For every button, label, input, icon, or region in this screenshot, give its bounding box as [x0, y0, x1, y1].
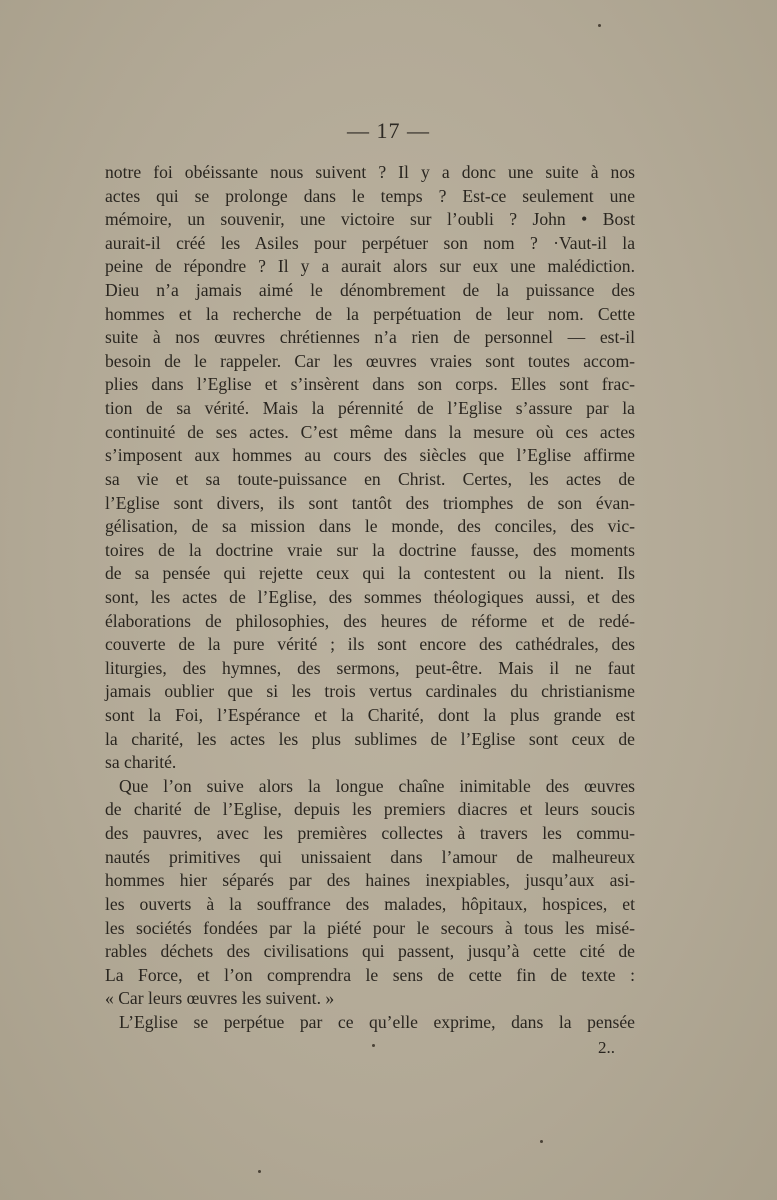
text-line: jamais oublier que si les trois vertus cardinales du christianisme	[105, 681, 635, 702]
text-line: nautés primitives qui unissaient dans l’amour de malheureux	[105, 846, 635, 867]
signature-mark: 2..	[598, 1038, 615, 1057]
text-line: rables déchets des civilisations qui passent, jusqu’à cette cité de	[105, 941, 635, 962]
paper-speck	[540, 1140, 543, 1143]
text-line: Dieu n’a jamais aimé le dénombrement de la puissance des	[105, 280, 635, 301]
text-line: gélisation, de sa mission dans le monde, des conciles, des vic-	[105, 516, 635, 537]
text-line: sa charité.	[105, 752, 177, 773]
text-line: liturgies, des hymnes, des sermons, peut-être. Mais il ne faut	[105, 657, 635, 678]
text-line: élaborations de philosophies, des heures de réforme et de redé-	[105, 610, 635, 631]
text-line: notre foi obéissante nous suivent ? Il y a donc une suite à nos	[105, 162, 635, 182]
text-line: peine de répondre ? Il y a aurait alors sur eux une malédiction.	[105, 256, 635, 277]
text-line: continuité de ses actes. C’est même dans la mesure où ces actes	[105, 421, 635, 442]
text-line: hommes hier séparés par des haines inexpiables, jusqu’aux asi-	[105, 870, 635, 891]
paper-speck	[372, 1044, 375, 1047]
text-line: les ouverts à la souffrance des malades, hôpitaux, hospices, et	[105, 893, 635, 914]
text-line: des pauvres, avec les premières collectes à travers les commu-	[105, 823, 635, 844]
paper-speck	[598, 24, 601, 27]
paper-speck	[258, 1170, 261, 1173]
text-line: tion de sa vérité. Mais la pérennité de l’Eglise s’assure par la	[105, 398, 635, 419]
text-line: sa vie et sa toute-puissance en Christ. Certes, les actes de	[105, 468, 635, 489]
body-text	[105, 161, 635, 1035]
text-line: l’Eglise sont divers, ils sont tantôt des triomphes de son évan-	[105, 492, 635, 513]
text-line: la charité, les actes les plus sublimes de l’Eglise sont ceux de	[105, 728, 635, 749]
text-line: sont, les actes de l’Eglise, des sommes théologiques aussi, et des	[105, 586, 635, 607]
text-line: couverte de la pure vérité ; ils sont encore des cathédrales, des	[105, 634, 635, 655]
text-line: sont la Foi, l’Espérance et la Charité, dont la plus grande est	[105, 705, 635, 726]
text-line: de sa pensée qui rejette ceux qui la contestent ou la nient. Ils	[105, 563, 635, 584]
text-line: plies dans l’Eglise et s’insèrent dans son corps. Elles sont frac-	[105, 374, 635, 395]
text-line: de charité de l’Eglise, depuis les premiers diacres et leurs soucis	[105, 799, 635, 820]
text-line: L’Eglise se perpétue par ce qu’elle exprime, dans la pensée	[119, 1011, 635, 1032]
text-line: s’imposent aux hommes au cours des siècles que l’Eglise affirme	[105, 445, 635, 466]
text-line: La Force, et l’on comprendra le sens de cette fin de texte :	[105, 964, 635, 985]
text-line: suite à nos œuvres chrétiennes n’a rien de personnel — est-il	[105, 327, 635, 348]
text-line: mémoire, un souvenir, une victoire sur l’oubli ? John • Bost	[105, 209, 635, 230]
text-line: hommes et la recherche de la perpétuation de leur nom. Cette	[105, 303, 635, 324]
text-line: Que l’on suive alors la longue chaîne inimitable des œuvres	[119, 775, 635, 796]
text-line: les sociétés fondées par la piété pour le secours à tous les misé-	[105, 917, 635, 938]
text-line: toires de la doctrine vraie sur la doctrine fausse, des moments	[105, 539, 635, 560]
text-line: « Car leurs œuvres les suivent. »	[105, 988, 335, 1009]
text-line: actes qui se prolonge dans le temps ? Est-ce seulement une	[105, 185, 635, 206]
text-line: besoin de le rappeler. Car les œuvres vraies sont toutes accom-	[105, 350, 635, 371]
text-line: aurait-il créé les Asiles pour perpétuer son nom ? ·Vaut-il la	[105, 232, 635, 253]
page-number: — 17 —	[347, 118, 430, 143]
